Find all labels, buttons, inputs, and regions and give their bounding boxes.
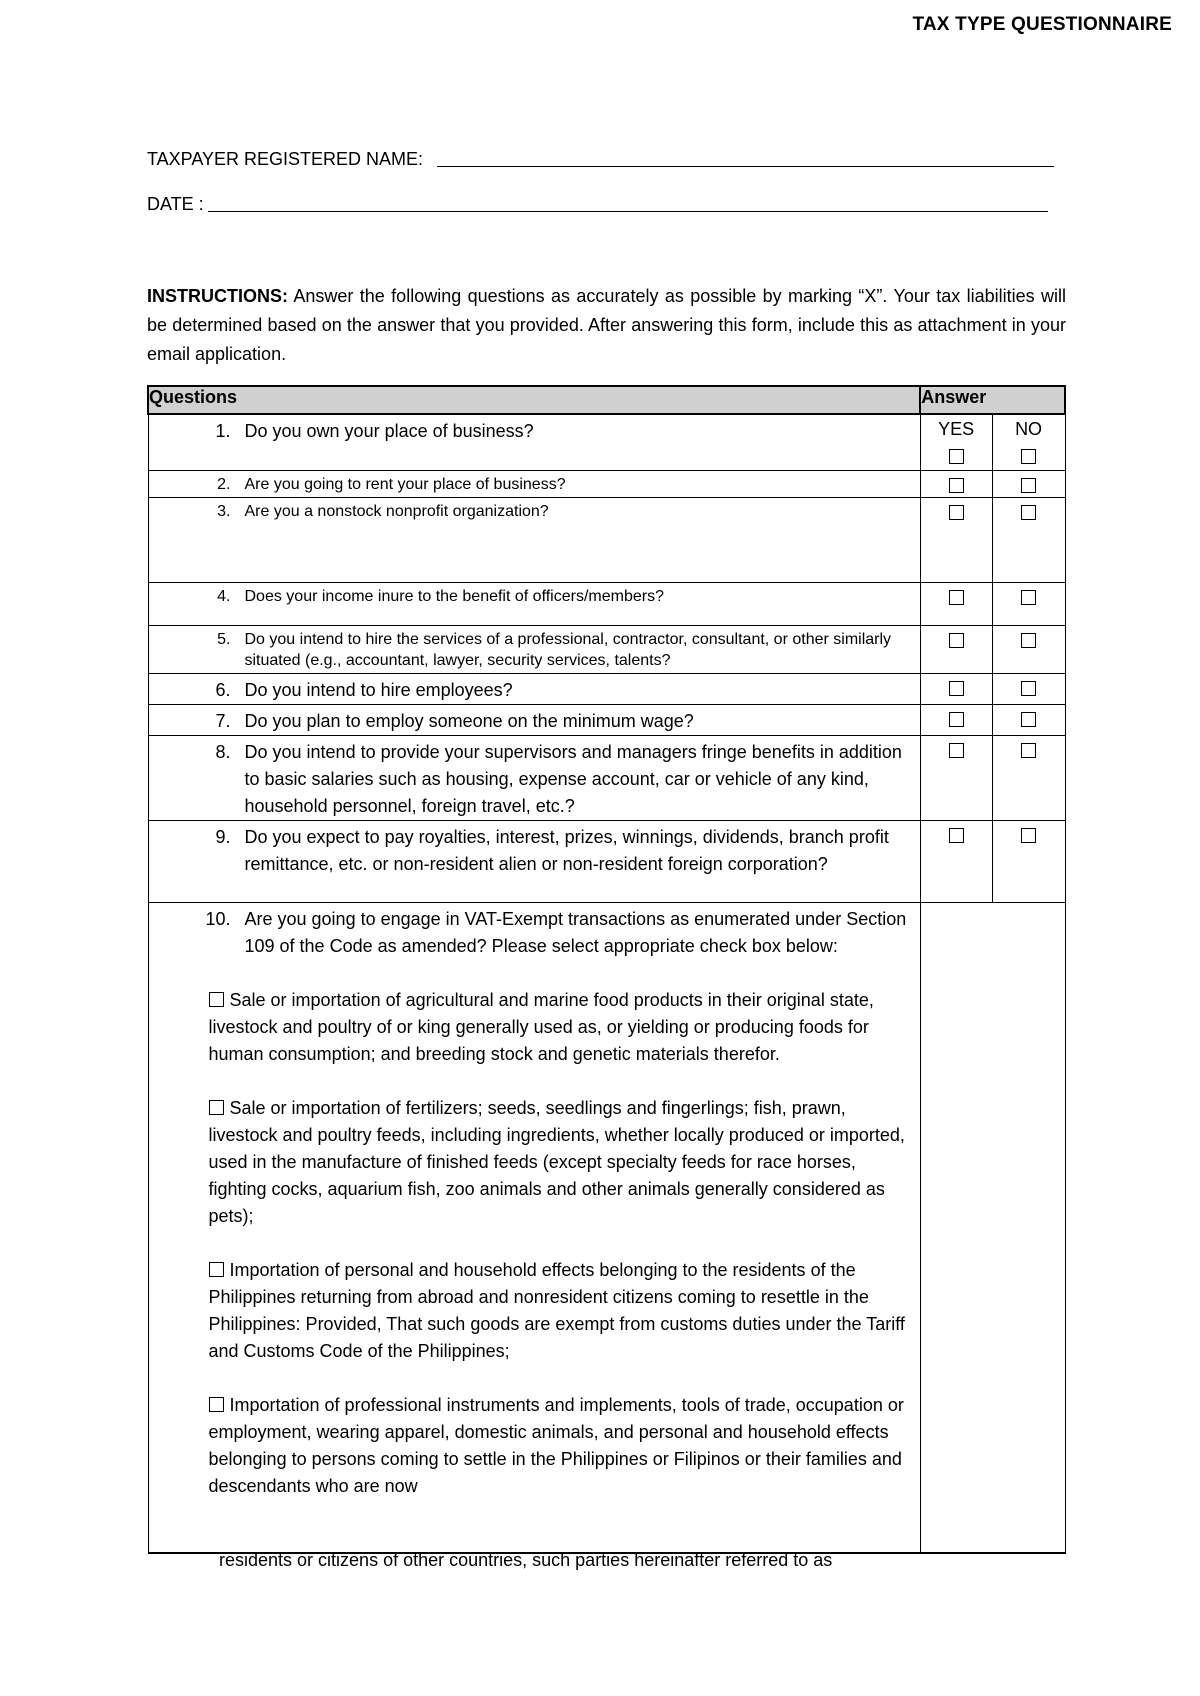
question-text: Do you intend to hire the services of a professional, contractor, consultant, or other similarly situated (e.g., accountant, lawyer, security services, talents? [244,630,892,669]
vat-option[interactable] [149,1257,920,1365]
instructions-text: Answer the following questions as accurately as possible by marking “X”. Your tax liabilities will be determined based on the answer that you provided. After answering this form, include this as attachment in your email application. [147,286,1066,364]
vat-option-checkbox[interactable] [209,1397,224,1412]
table-row [148,470,1065,497]
yes-checkbox[interactable] [949,478,964,493]
yes-checkbox[interactable] [949,590,964,605]
vat-option-text: Importation of professional instruments and implements, tools of trade, occupation or employment, wearing apparel, domestic animals, and personal and household effects belonging to persons coming to settle in the Philippines or Filipinos or their families and descendants who are now [208,1394,904,1496]
no-checkbox[interactable] [1021,449,1036,464]
question-text: Do you own your place of business? [244,421,534,441]
question-text: Are you going to engage in VAT-Exempt transactions as enumerated under Section 109 of the Code as amended? Please select appropriate check box below: [244,908,907,956]
no-checkbox[interactable] [1021,590,1036,605]
question-text: Does your income inure to the benefit of officers/members? [244,587,664,605]
table-header-row [148,386,1065,414]
question-number: 7. [215,710,231,731]
no-checkbox[interactable] [1021,505,1036,520]
no-checkbox[interactable] [1021,712,1036,727]
table-row [148,414,1065,470]
table-row [148,673,1065,704]
question-text: Do you plan to employ someone on the minimum wage? [244,710,694,731]
questionnaire-table [147,385,1066,1554]
yes-checkbox[interactable] [949,681,964,696]
instructions-label: INSTRUCTIONS: [147,286,288,306]
questions-column-header: Questions [148,386,920,414]
overflow-text: residents or citizens of other countries, such parties hereinafter referred to as [219,1550,833,1570]
yes-checkbox[interactable] [949,712,964,727]
table-row [148,497,1065,582]
instructions [147,282,1066,369]
vat-option-text: Sale or importation of agricultural and marine food products in their original state, livestock and poultry of or king generally used as, or yielding or producing foods for human consumption; and breeding stock and genetic materials therefor. [208,989,874,1064]
table-row [148,704,1065,735]
question-number: 10. [205,908,231,929]
question-text: Do you intend to provide your supervisors and managers fringe benefits in addition to basic salaries such as housing, expense account, car or vehicle of any kind, household personnel, foreign travel, etc.? [244,741,902,816]
vat-option-text: Importation of personal and household effects belonging to the residents of the Philippines returning from abroad and nonresident citizens coming to resettle in the Philippines: Provided, That such goods are exempt from customs duties under the Tariff and Customs Code of the Philippines; [208,1259,905,1361]
no-checkbox[interactable] [1021,828,1036,843]
question-number: 2. [217,475,231,493]
yes-checkbox[interactable] [949,828,964,843]
vat-option-text: Sale or importation of fertilizers; seeds, seedlings and fingerlings; fish, prawn, livestock and poultry feeds, including ingredients, whether locally produced or imported, used in the manufacture of finished feeds (except specialty feeds for race horses, fighting cocks, aquarium fish, zoo animals and other animals generally considered as pets); [208,1097,905,1226]
date-field[interactable] [147,194,1048,215]
question-number: 5. [217,630,231,648]
no-label: NO [1015,419,1043,439]
no-checkbox[interactable] [1021,681,1036,696]
question-text: Are you going to rent your place of business? [244,475,566,493]
vat-option[interactable] [149,1392,920,1500]
table-row [148,735,1065,820]
question-number: 1. [215,421,231,441]
table-row [148,625,1065,673]
table-row [148,820,1065,902]
question-number: 6. [215,679,231,700]
vat-option-checkbox[interactable] [209,992,224,1007]
taxpayer-name-label: TAXPAYER REGISTERED NAME: [147,149,424,169]
yes-checkbox[interactable] [949,633,964,648]
question-text: Do you expect to pay royalties, interest, prizes, winnings, dividends, branch profit remittance, etc. or non-resident alien or non-resident foreign corporation? [244,826,889,874]
question-text: Are you a nonstock nonprofit organization? [244,502,549,520]
question-text: Do you intend to hire employees? [244,679,513,700]
taxpayer-name-field[interactable] [147,149,1054,170]
question-number: 9. [215,826,231,847]
vat-option-checkbox[interactable] [209,1262,224,1277]
yes-checkbox[interactable] [949,449,964,464]
vat-option-checkbox[interactable] [209,1100,224,1115]
yes-label: YES [938,419,975,439]
question-number: 8. [215,741,231,762]
yes-checkbox[interactable] [949,505,964,520]
yes-checkbox[interactable] [949,743,964,758]
answer-column-header: Answer [920,386,1065,414]
vat-option[interactable] [149,987,920,1068]
page-header-title: TAX TYPE QUESTIONNAIRE [912,14,1172,35]
question-number: 4. [217,587,231,605]
table-row [148,902,1065,1553]
no-checkbox[interactable] [1021,633,1036,648]
date-label: DATE : [147,194,204,214]
question-number: 3. [217,502,231,520]
vat-option[interactable] [149,1095,920,1230]
taxpayer-name-input-line[interactable] [437,166,1054,167]
no-checkbox[interactable] [1021,743,1036,758]
table-row [148,582,1065,625]
date-input-line[interactable] [208,211,1048,212]
no-checkbox[interactable] [1021,478,1036,493]
